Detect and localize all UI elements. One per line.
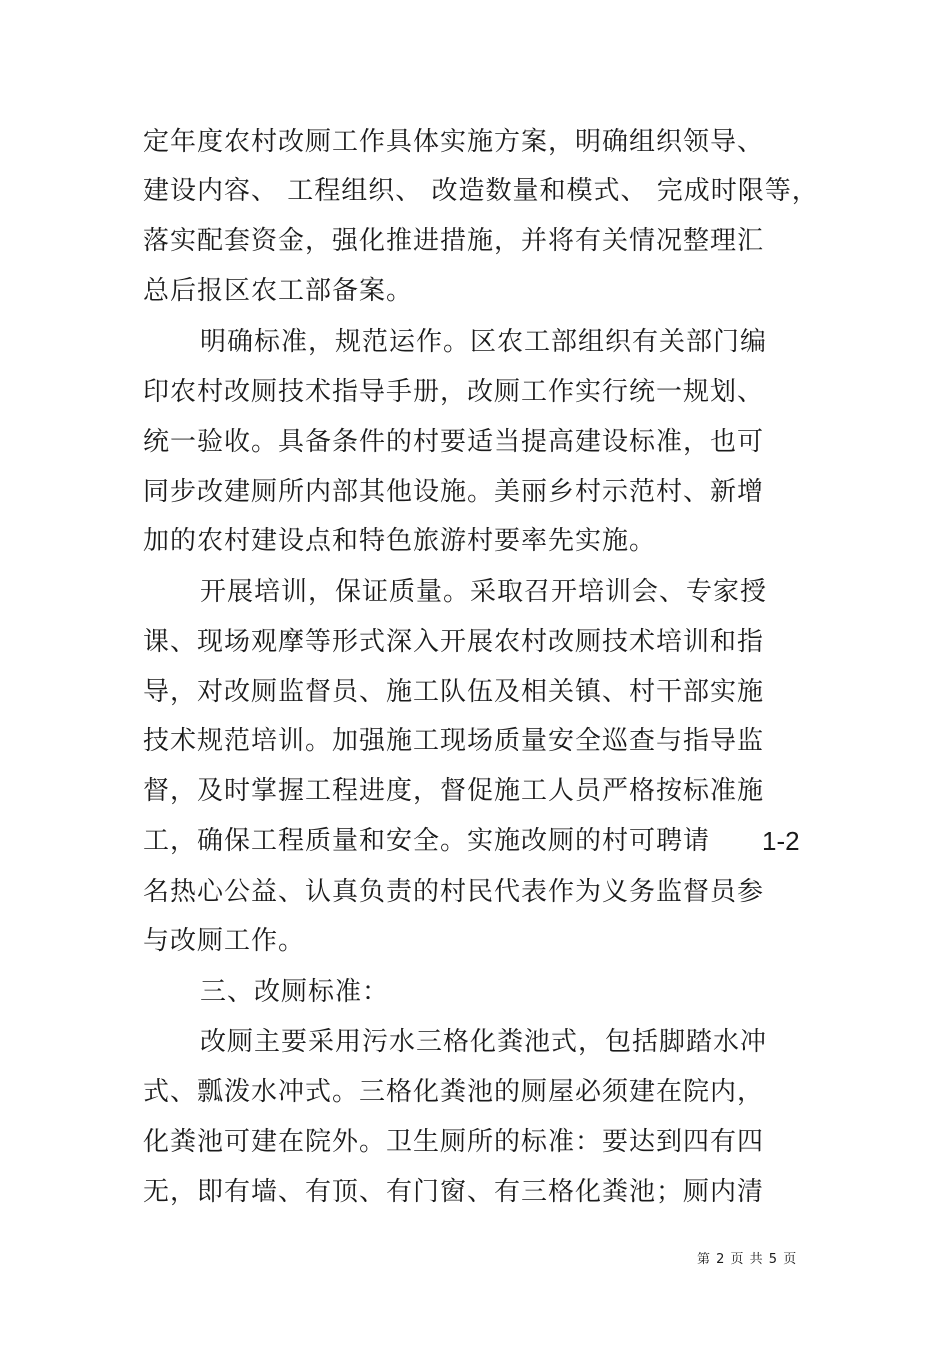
text-line: 加的农村建设点和特色旅游村要率先实施。 (143, 526, 657, 556)
text-line: 印农村改厕技术指导手册，改厕工作实行统一规划、 (143, 377, 765, 407)
text-line: 定年度农村改厕工作具体实施方案，明确组织领导、 (143, 127, 765, 157)
text-line: 落实配套资金，强化推进措施，并将有关情况整理汇 (143, 226, 765, 256)
text-line: 总后报区农工部备案。 (143, 276, 414, 306)
text-line: 名热心公益、认真负责的村民代表作为义务监督员参 (143, 877, 765, 907)
page-number-footer: 第 2 页 共 5 页 (697, 1252, 798, 1267)
text-line: 化粪池可建在院外。卫生厕所的标准：要达到四有四 (143, 1127, 765, 1157)
text-line: 建设内容、 工程组织、 改造数量和模式、 完成时限等， (143, 176, 819, 206)
section-heading: 三、改厕标准： (200, 977, 390, 1007)
text-line: 技术规范培训。加强施工现场质量安全巡查与指导监 (143, 726, 765, 756)
paragraph-start-line: 明确标准，规范运作。区农工部组织有关部门编 (200, 327, 768, 357)
text-line: 导，对改厕监督员、施工队伍及相关镇、村干部实施 (143, 677, 765, 707)
text-line: 同步改建厕所内部其他设施。美丽乡村示范村、新增 (143, 477, 765, 507)
text-line: 无，即有墙、有顶、有门窗、有三格化粪池；厕内清 (143, 1177, 765, 1207)
text-line: 统一验收。具备条件的村要适当提高建设标准，也可 (143, 427, 765, 457)
text-line: 与改厕工作。 (143, 926, 306, 956)
paragraph-start-line: 改厕主要采用污水三格化粪池式，包括脚踏水冲 (200, 1027, 768, 1057)
text-line: 式、瓢泼水冲式。三格化粪池的厕屋必须建在院内， (143, 1077, 765, 1107)
text-line: 课、现场观摩等形式深入开展农村改厕技术培训和指 (143, 627, 765, 657)
paragraph-start-line: 开展培训，保证质量。采取召开培训会、专家授 (200, 577, 768, 607)
inline-number: 1-2 (762, 826, 800, 856)
text-line: 工，确保工程质量和安全。实施改厕的村可聘请 (143, 826, 711, 856)
text-line: 督，及时掌握工程进度，督促施工人员严格按标准施 (143, 776, 765, 806)
